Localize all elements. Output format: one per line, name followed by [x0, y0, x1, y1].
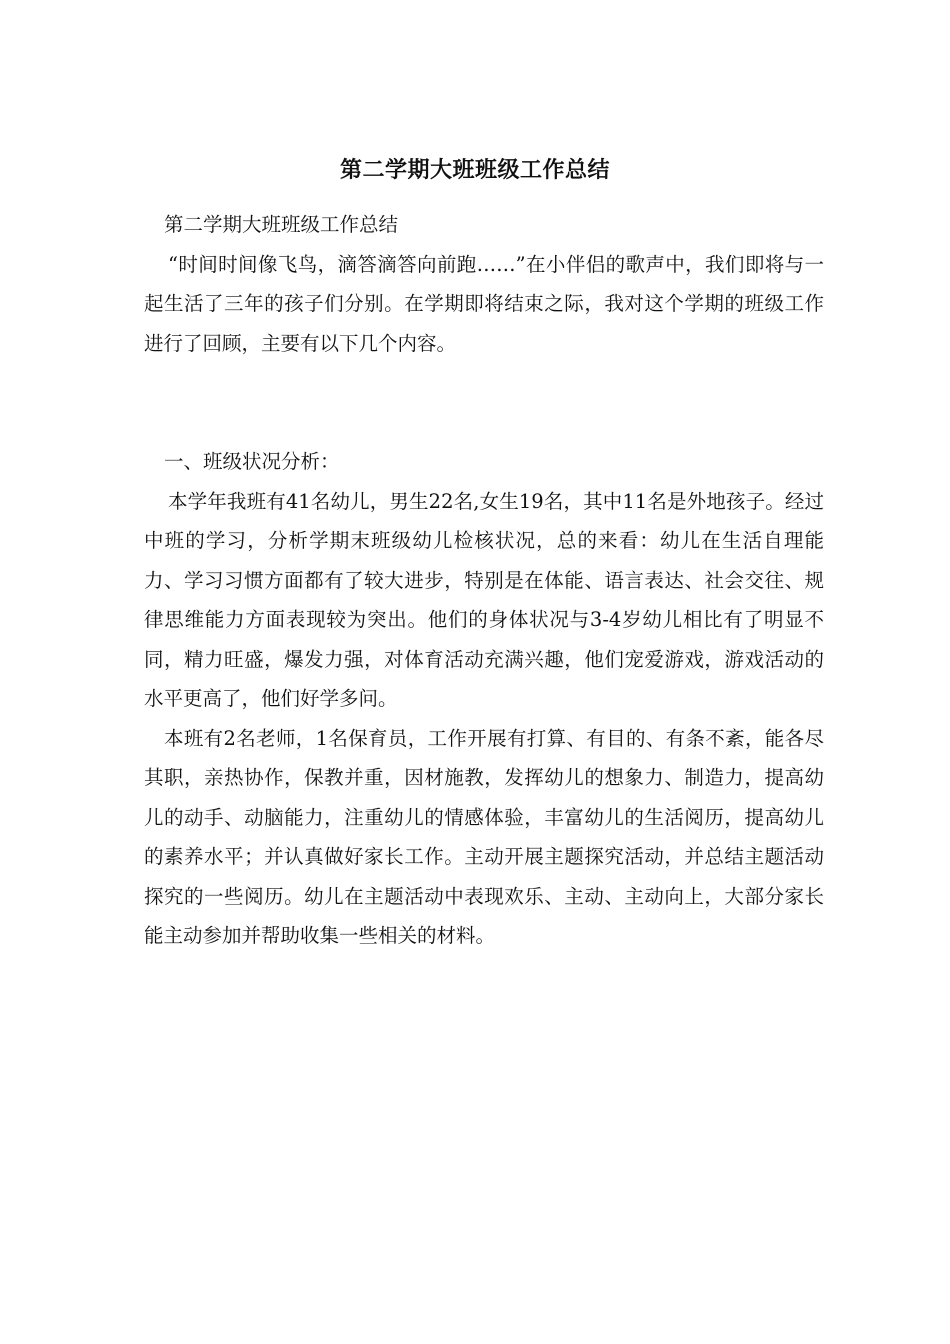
paragraph-spacer	[144, 363, 824, 442]
document-body	[144, 205, 824, 956]
intro-paragraph: “时间时间像飞鸟，滴答滴答向前跑……”在小伴侣的歌声中，我们即将与一起生活了三年的孩子们分别。在学期即将结束之际，我对这个学期的班级工作进行了回顾，主要有以下几个内容。	[144, 252, 824, 355]
document-title: 第二学期大班班级工作总结	[339, 157, 610, 183]
staff-paragraph: 本班有2名老师，1名保育员，工作开展有打算、有目的、有条不紊，能各尽其职，亲热协作，保教并重，因材施教，发挥幼儿的想象力、制造力，提高幼儿的动手、动脑能力，注重幼儿的情感体验，丰富幼儿的生活阅历，提高幼儿的素养水平；并认真做好家长工作。主动开展主题探究活动，并总结主题活动探究的一些阅历。幼儿在主题活动中表现欢乐、主动、主动向上，大部分家长能主动参加并帮助收集一些相关的材料。	[144, 726, 824, 947]
section-heading: 一、班级状况分析：	[164, 450, 340, 473]
document-subtitle: 第二学期大班班级工作总结	[164, 213, 399, 236]
class-status-paragraph: 本学年我班有41名幼儿，男生22名,女生19名，其中11名是外地孩子。经过中班的学习，分析学期末班级幼儿检核状况，总的来看：幼儿在生活自理能力、学习习惯方面都有了较大进步，特别是在体能、语言表达、社会交往、规律思维能力方面表现较为突出。他们的身体状况与3-4岁幼儿相比有了明显不同，精力旺盛，爆发力强，对体育活动充满兴趣，他们宠爱游戏，游戏活动的水平更高了，他们好学多问。	[144, 489, 824, 710]
